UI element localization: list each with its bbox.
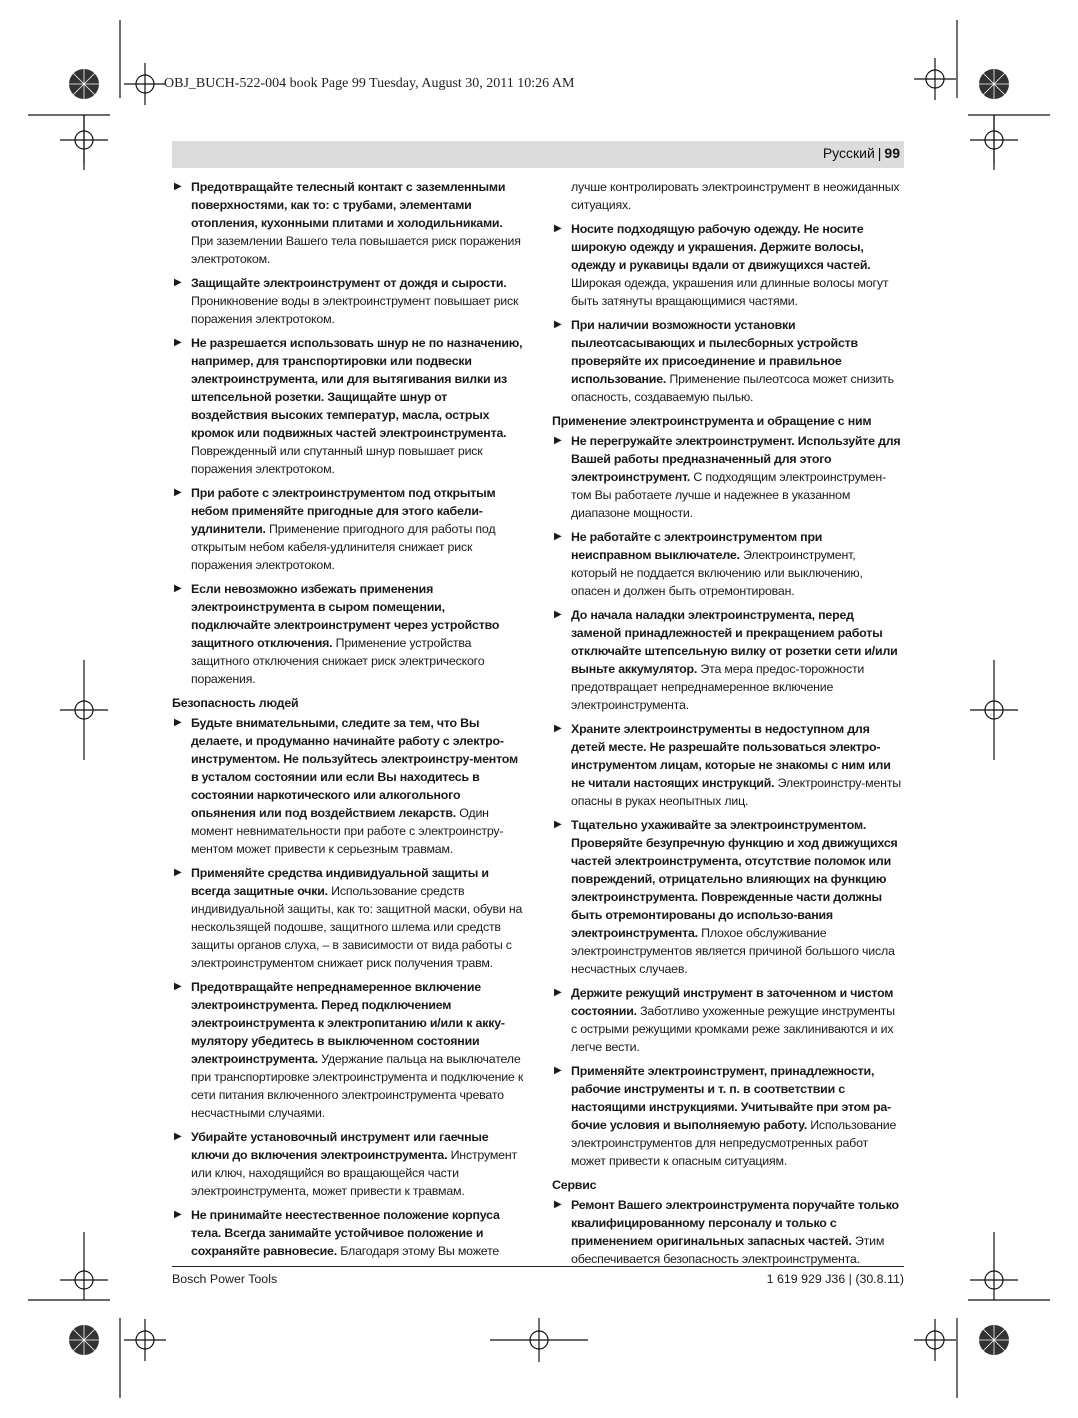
header-language: Русский xyxy=(822,145,875,161)
header-text xyxy=(823,145,900,161)
list-item: ▶ Будьте внимательными, следите за тем, что Вы делаете, и продуманно начинайте работу с электро-инструментом. Не пользуйтесь электроинстру-ментом в усталом состоянии или если Вы находитесь в состоянии наркотического или алкогольного опьянения или под воздействием лекарств. Один момент невнимательности при работе с электроинстру-ментом может привести к серьезным травмам. xyxy=(172,714,524,858)
list-item: ▶ Не работайте с электроинструментом при неисправном выключателе. Электроинструмент, который не поддается включению или выключению, опасен и должен быть отремонтирован. xyxy=(552,528,904,600)
section-title: Сервис xyxy=(552,1178,597,1192)
list-item: ▶ Если невозможно избежать применения электроинструмента в сыром помещении, подключайте электроинструмент через устройство защитного отключения. Применение устройства защитного отключения снижает риск электрического поражения. xyxy=(172,580,524,688)
list-item: ▶ Убирайте установочный инструмент или гаечные ключи до включения электроинструмента. Инструмент или ключ, находящийся во вращающейся части электроинструмента, может привести к травмам. xyxy=(172,1128,524,1200)
left-column xyxy=(172,178,524,1266)
section-title: Безопасность людей xyxy=(172,696,299,710)
list-item: ▶ При наличии возможности установки пылеотсасывающих и пылесборных устройств проверяйте их присоединение и правильное использование. Применение пылеотсоса может снизить опасность, создаваемую пылью. xyxy=(552,316,904,406)
print-info-line: OBJ_BUCH-522-004 book Page 99 Tuesday, August 30, 2011 10:26 AM xyxy=(164,76,575,91)
right-column xyxy=(552,178,904,1274)
footer-brand: Bosch Power Tools xyxy=(172,1272,278,1286)
list-item: ▶ Не разрешается использовать шнур не по назначению, например, для транспортировки или подвески электроинструмента, или для вытягивания вилки из штепсельной розетки. Защищайте шнур от воздействия высоких температур, масла, острых кромок или подвижных частей электроинструмента. Поврежденный или спутанный шнур повышает риск поражения электротоком. xyxy=(172,334,524,478)
list-item: ▶ Ремонт Вашего электроинструмента поручайте только квалифицированному персоналу и только с применением оригинальных запасных частей. Этим обеспечивается безопасность электроинструмента. xyxy=(552,1196,904,1268)
continuation-text: лучше контролировать электроинструмент в неожиданных ситуациях. xyxy=(571,180,900,212)
list-item: ▶ До начала наладки электроинструмента, перед заменой принадлежностей и прекращением работы отключайте штепсельную вилку от розетки сети и/или выньте аккумулятор. Эта мера предос-торожности предотвращает непреднамеренное включение электроинструмента. xyxy=(552,606,904,714)
header-separator: | xyxy=(877,145,882,161)
page-header xyxy=(172,141,904,168)
footer-doc-number: 1 619 929 J36 | (30.8.11) xyxy=(766,1272,904,1286)
list-item: ▶ Защищайте электроинструмент от дождя и сырости. Проникновение воды в электроинструмент повышает риск поражения электротоком. xyxy=(172,274,524,328)
list-item: ▶ Предотвращайте непреднамеренное включение электроинструмента. Перед подключением электроинструмента к электропитанию и/или к акку-мулятору убедитесь в выключенном состоянии электроинструмента. Удержание пальца на выключателе при транспортировке электроинструмента и подключение к сети питания включенного электроинструмента чревато несчастными случаями. xyxy=(172,978,524,1122)
list-item: ▶ Храните электроинструменты в недоступном для детей месте. Не разрешайте пользоваться электро-инструментом лицам, которые не знакомы с ним или не читали настоящих инструкций. Электроинстру-менты опасны в руках неопытных лиц. xyxy=(552,720,904,810)
list-item: ▶ Предотвращайте телесный контакт с заземленными поверхностями, как то: с трубами, элементами отопления, кухонными плитами и холодильниками. При заземлении Вашего тела повышается риск поражения электротоком. xyxy=(172,178,524,268)
list-item: ▶ При работе с электроинструментом под открытым небом применяйте пригодные для этого кабели-удлинители. Применение пригодного для работы под открытым небом кабеля-удлинителя снижает риск поражения электротоком. xyxy=(172,484,524,574)
section-title: Применение электроинструмента и обращение с ним xyxy=(552,414,872,428)
list-item: ▶ Применяйте электроинструмент, принадлежности, рабочие инструменты и т. п. в соответствии с настоящими инструкциями. Учитывайте при этом ра-бочие условия и выполняемую работу. Использование электроинструментов для непредусмотренных работ может привести к опасным ситуациям. xyxy=(552,1062,904,1170)
list-item: ▶ Применяйте средства индивидуальной защиты и всегда защитные очки. Использование средств индивидуальной защиты, как то: защитной маски, обуви на нескользящей подошве, защитного шлема или средств защиты органов слуха, – в зависимости от вида работы с электроинструментом снижает риск получения травм. xyxy=(172,864,524,972)
footer-rule xyxy=(172,1266,904,1267)
page-number: 99 xyxy=(884,145,900,161)
list-item: ▶ Не принимайте неестественное положение корпуса тела. Всегда занимайте устойчивое положение и сохраняйте равновесие. Благодаря этому Вы можете xyxy=(172,1206,524,1260)
list-item: ▶ Держите режущий инструмент в заточенном и чистом состоянии. Заботливо ухоженные режущие инструменты с острыми режущими кромками реже заклиниваются и их легче вести. xyxy=(552,984,904,1056)
list-item: ▶ Не перегружайте электроинструмент. Используйте для Вашей работы предназначенный для этого электроинструмент. С подходящим электроинструмен-том Вы работаете лучше и надежнее в указанном диапазоне мощности. xyxy=(552,432,904,522)
list-item: ▶ Тщательно ухаживайте за электроинструментом. Проверяйте безупречную функцию и ход движущихся частей электроинструмента, отсутствие поломок или повреждений, отрицательно влияющих на функцию электроинструмента. Поврежденные части должны быть отремонтированы до использо-вания электроинструмента. Плохое обслуживание электроинструментов является причиной большого числа несчастных случаев. xyxy=(552,816,904,978)
list-item: ▶ Носите подходящую рабочую одежду. Не носите широкую одежду и украшения. Держите волосы, одежду и рукавицы вдали от движущихся частей. Широкая одежда, украшения или длинные волосы могут быть затянуты вращающимися частями. xyxy=(552,220,904,310)
